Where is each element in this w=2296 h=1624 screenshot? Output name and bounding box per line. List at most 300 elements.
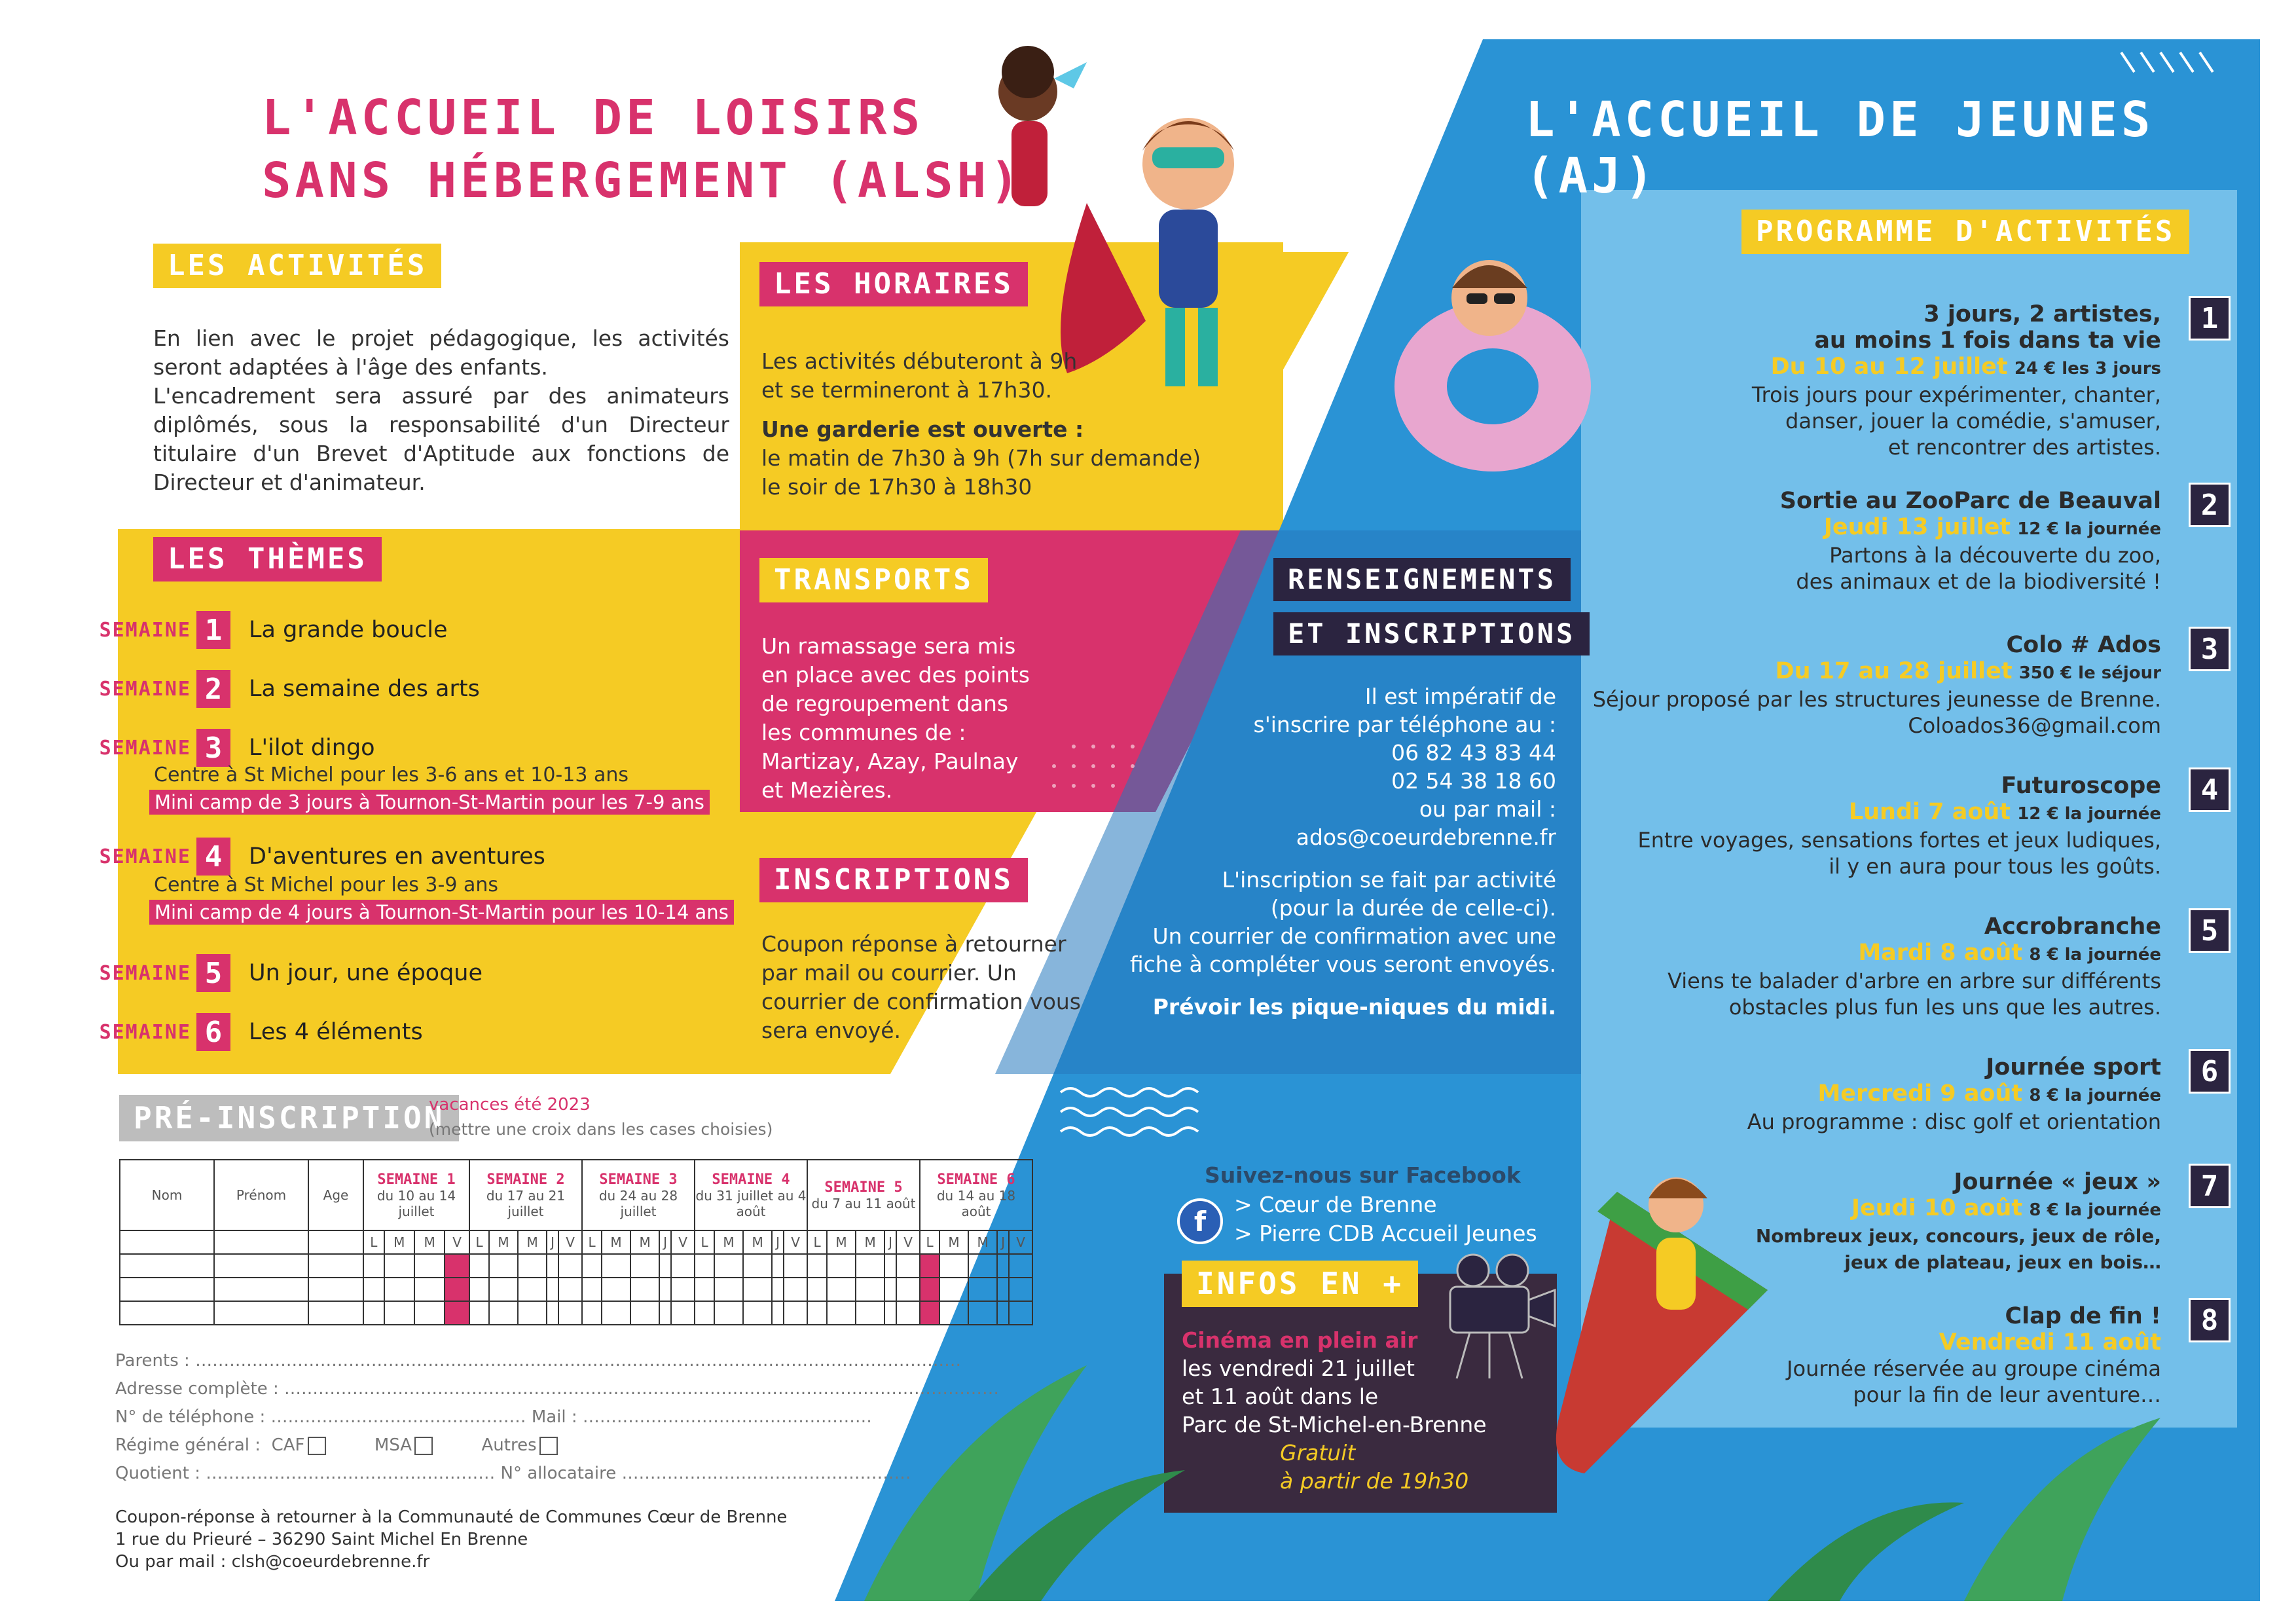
week-dates: du 14 au 18 août: [936, 1187, 1016, 1219]
theme-week-6: [92, 1012, 423, 1052]
programme-desc: Entre voyages, sensations fortes et jeux ludiques,: [1637, 828, 2161, 853]
form-label: Adresse complète :: [115, 1379, 279, 1399]
day-checkbox-cell[interactable]: [772, 1278, 784, 1301]
programme-date: Jeudi 10 août: [1851, 1195, 2023, 1221]
day-checkbox-cell[interactable]: [884, 1278, 896, 1301]
programme-item-5: [1667, 913, 2161, 1020]
programme-price: 24 € les 3 jours: [2014, 359, 2161, 378]
programme-desc: Au programme : disc golf et orientation: [1747, 1109, 2161, 1134]
programme-date: Mercredi 9 août: [1817, 1080, 2023, 1107]
day-letter: M: [414, 1230, 445, 1254]
day-checkbox-cell[interactable]: [997, 1301, 1009, 1325]
day-letter: M: [939, 1230, 968, 1254]
programme-date: Vendredi 11 août: [1939, 1329, 2161, 1356]
infos-line: les vendredi 21 juillet: [1182, 1356, 1415, 1381]
programme-date-line: [1638, 799, 2161, 827]
programme-number-badge: 1: [2189, 296, 2231, 341]
programme-desc: jeux de plateau, jeux en bois…: [1844, 1251, 2161, 1273]
empty-cell: [308, 1230, 363, 1254]
inscriptions-text: Coupon réponse à retourner par mail ou courrier. Un courrier de confirmation vous sera envoyé.: [761, 931, 1081, 1043]
day-checkbox-cell[interactable]: [772, 1301, 784, 1325]
week-word: SEMAINE: [99, 1020, 191, 1044]
form-parents[interactable]: Parents : ………………………………………………………………………………………………………………………: [115, 1351, 962, 1371]
day-checkbox-cell[interactable]: [896, 1301, 920, 1325]
week-number: 1: [196, 611, 230, 649]
day-checkbox-cell[interactable]: [469, 1254, 489, 1278]
programme-title: Journée sport: [1986, 1054, 2161, 1080]
week-number: 3: [196, 729, 230, 767]
day-letter: M: [489, 1230, 518, 1254]
form-label: N° de téléphone :: [115, 1407, 266, 1427]
programme-title: Colo # Ados: [2006, 632, 2161, 658]
entry-cell[interactable]: [308, 1301, 363, 1325]
day-checkbox-cell[interactable]: [445, 1278, 469, 1301]
day-letter: M: [856, 1230, 884, 1254]
programme-item-7: [1756, 1169, 2161, 1276]
programme-number-badge: 3: [2189, 627, 2231, 671]
programme-date-line: [1593, 658, 2161, 686]
entry-cell[interactable]: [214, 1278, 308, 1301]
week-dates: du 7 au 11 août: [811, 1195, 916, 1211]
day-letter: M: [630, 1230, 659, 1254]
programme-item-2: [1780, 488, 2161, 595]
entry-cell[interactable]: [120, 1254, 214, 1278]
day-checkbox-cell[interactable]: [997, 1254, 1009, 1278]
day-checkbox-cell[interactable]: [489, 1254, 518, 1278]
day-checkbox-cell[interactable]: [807, 1278, 827, 1301]
form-adresse[interactable]: Adresse complète : ………………………………………………………………………………………………………………: [115, 1379, 1000, 1399]
form-quotient[interactable]: Quotient : …………………………………………… N° allocataire ……………………………………………: [115, 1464, 911, 1483]
cinema-title: Cinéma en plein air: [1182, 1327, 1418, 1353]
activites-p1: En lien avec le projet pédagogique, les activités seront adaptées à l'âge des enfants.: [153, 325, 729, 380]
programme-desc: des animaux et de la biodiversité !: [1796, 569, 2161, 594]
infos-line: Parc de St-Michel-en-Brenne: [1182, 1412, 1487, 1437]
day-letter: J: [659, 1230, 671, 1254]
day-checkbox-cell[interactable]: [671, 1278, 695, 1301]
day-letter: J: [884, 1230, 896, 1254]
preinscription-vacances: vacances été 2023: [429, 1095, 591, 1115]
programme-item-6: [1747, 1054, 2161, 1135]
programme-item-1: [1752, 301, 2161, 460]
phone-2[interactable]: 02 54 38 18 60: [1391, 768, 1556, 794]
programme-date: Lundi 7 août: [1848, 799, 2011, 825]
autres-label: Autres: [481, 1435, 537, 1455]
col-week-2: [469, 1160, 582, 1230]
transports-heading: TRANSPORTS: [759, 558, 988, 602]
day-checkbox-cell[interactable]: [784, 1254, 807, 1278]
programme-date: Du 10 au 12 juillet: [1770, 354, 2008, 380]
day-checkbox-cell[interactable]: [414, 1254, 445, 1278]
form-label: Régime général :: [115, 1435, 261, 1455]
preinscription-note: (mettre une croix dans les cases choisies): [429, 1120, 773, 1139]
day-checkbox-cell[interactable]: [558, 1254, 582, 1278]
renseignements-line: L'inscription se fait par activité: [1222, 867, 1556, 893]
programme-date-line: [1667, 940, 2161, 968]
programme-title: 3 jours, 2 artistes,: [1923, 301, 2161, 327]
garderie-title: Une garderie est ouverte :: [761, 416, 1084, 442]
day-checkbox-cell[interactable]: [695, 1278, 714, 1301]
day-checkbox-cell[interactable]: [518, 1301, 547, 1325]
programme-desc: et rencontrer des artistes.: [1887, 435, 2161, 460]
day-checkbox-cell[interactable]: [659, 1301, 671, 1325]
email-link[interactable]: ados@coeurdebrenne.fr: [1296, 824, 1556, 850]
week-title: La semaine des arts: [249, 676, 480, 702]
week-title: La grande boucle: [249, 617, 448, 643]
day-checkbox-cell[interactable]: [884, 1301, 896, 1325]
day-letter: M: [743, 1230, 772, 1254]
programme-desc: Journée réservée au groupe cinéma: [1787, 1356, 2161, 1381]
theme-week-3: [92, 728, 375, 767]
activites-text: [153, 324, 729, 497]
entry-cell[interactable]: [120, 1301, 214, 1325]
facebook-links: [1234, 1190, 1537, 1248]
day-checkbox-cell[interactable]: [630, 1301, 659, 1325]
form-regime: [115, 1435, 558, 1455]
phone-1[interactable]: 06 82 43 83 44: [1391, 740, 1556, 766]
infos-line: et 11 août dans le: [1182, 1384, 1379, 1409]
day-letter: L: [920, 1230, 939, 1254]
week-label: SEMAINE 4: [712, 1171, 790, 1188]
day-checkbox-cell[interactable]: [920, 1278, 939, 1301]
table-row[interactable]: [120, 1278, 1032, 1301]
week-number: 2: [196, 670, 230, 708]
day-checkbox-cell[interactable]: [558, 1301, 582, 1325]
preinscription-heading: PRÉ-INSCRIPTION: [119, 1095, 459, 1141]
programme-item-4: [1638, 773, 2161, 879]
week-number: 6: [196, 1013, 230, 1051]
days-row: [120, 1230, 1032, 1254]
entry-cell[interactable]: [308, 1254, 363, 1278]
day-checkbox-cell[interactable]: [363, 1301, 384, 1325]
day-checkbox-cell[interactable]: [807, 1301, 827, 1325]
day-checkbox-cell[interactable]: [714, 1254, 743, 1278]
day-checkbox-cell[interactable]: [469, 1301, 489, 1325]
day-letter: V: [445, 1230, 469, 1254]
week-word: SEMAINE: [99, 618, 191, 642]
activites-p2: L'encadrement sera assuré par des animateurs diplômés, sous la responsabilité d'un Directeur titulaire d'un Brevet d'Aptitude aux fonctions de Directeur et d'animateur.: [153, 383, 729, 495]
day-checkbox-cell[interactable]: [445, 1301, 469, 1325]
renseignements-line: Il est impératif de: [1364, 684, 1556, 709]
day-checkbox-cell[interactable]: [384, 1278, 414, 1301]
week-dates: du 24 au 28 juillet: [598, 1187, 678, 1219]
horaires-line2: et se termineront à 17h30.: [761, 377, 1052, 403]
day-checkbox-cell[interactable]: [1009, 1301, 1032, 1325]
day-letter: J: [772, 1230, 784, 1254]
day-checkbox-cell[interactable]: [558, 1278, 582, 1301]
caf-label: CAF: [271, 1435, 305, 1455]
day-checkbox-cell[interactable]: [772, 1254, 784, 1278]
day-checkbox-cell[interactable]: [602, 1301, 630, 1325]
programme-title: Journée « jeux »: [1954, 1169, 2161, 1195]
day-checkbox-cell[interactable]: [939, 1301, 968, 1325]
piquenique-note: Prévoir les pique-niques du midi.: [1152, 994, 1556, 1020]
day-letter: M: [384, 1230, 414, 1254]
programme-title: Accrobranche: [1984, 913, 2161, 940]
day-letter: M: [968, 1230, 997, 1254]
day-checkbox-cell[interactable]: [1009, 1254, 1032, 1278]
week-title: Un jour, une époque: [249, 960, 483, 986]
programme-date-line: [1780, 514, 2161, 542]
programme-date-line: [1756, 1195, 2161, 1223]
week-3-camp: Mini camp de 3 jours à Tournon-St-Martin pour les 7-9 ans: [149, 790, 710, 815]
programme-price: 12 € la journée: [2017, 519, 2161, 539]
day-checkbox-cell[interactable]: [784, 1278, 807, 1301]
programme-number-badge: 5: [2189, 908, 2231, 953]
day-checkbox-cell[interactable]: [743, 1254, 772, 1278]
programme-date-line: [1747, 1080, 2161, 1109]
programme-desc: Coloados36@gmail.com: [1908, 713, 2161, 738]
programme-desc: Séjour proposé par les structures jeunesse de Brenne.: [1592, 687, 2161, 712]
day-checkbox-cell[interactable]: [671, 1301, 695, 1325]
infos-heading: INFOS EN +: [1182, 1261, 1418, 1307]
day-checkbox-cell[interactable]: [856, 1254, 884, 1278]
programme-number-badge: 2: [2189, 483, 2231, 527]
day-letter: L: [695, 1230, 714, 1254]
theme-week-2: [92, 669, 480, 709]
day-letter: J: [997, 1230, 1009, 1254]
programme-date: Mardi 8 août: [1858, 940, 2023, 966]
alsh-title-line2: SANS HÉBERGEMENT (ALSH): [262, 153, 1023, 209]
day-checkbox-cell[interactable]: [384, 1254, 414, 1278]
day-checkbox-cell[interactable]: [659, 1254, 671, 1278]
day-checkbox-cell[interactable]: [896, 1254, 920, 1278]
entry-cell[interactable]: [214, 1301, 308, 1325]
msa-label: MSA: [374, 1435, 412, 1455]
day-checkbox-cell[interactable]: [363, 1254, 384, 1278]
day-letter: M: [714, 1230, 743, 1254]
week-title: D'aventures en aventures: [249, 843, 545, 870]
form-label: N° allocataire: [500, 1464, 617, 1483]
entry-cell[interactable]: [120, 1278, 214, 1301]
day-checkbox-cell[interactable]: [469, 1278, 489, 1301]
week-label: SEMAINE 3: [599, 1171, 678, 1188]
programme-price: 8 € la journée: [2029, 1086, 2161, 1105]
day-checkbox-cell[interactable]: [489, 1278, 518, 1301]
day-checkbox-cell[interactable]: [827, 1301, 856, 1325]
renseignements-line: (pour la durée de celle-ci).: [1270, 895, 1556, 921]
theme-week-5: [92, 953, 483, 993]
form-label: Mail :: [531, 1407, 577, 1427]
programme-date-line: [1787, 1329, 2161, 1356]
empty-cell: [214, 1230, 308, 1254]
col-prenom: Prénom: [214, 1160, 308, 1230]
day-checkbox-cell[interactable]: [968, 1278, 997, 1301]
day-checkbox-cell[interactable]: [659, 1278, 671, 1301]
day-checkbox-cell[interactable]: [630, 1278, 659, 1301]
preinscription-table: [119, 1159, 1033, 1325]
day-letter: L: [469, 1230, 489, 1254]
day-checkbox-cell[interactable]: [671, 1254, 695, 1278]
programme-date-line: [1752, 354, 2161, 382]
day-checkbox-cell[interactable]: [920, 1254, 939, 1278]
week-label: SEMAINE 2: [486, 1171, 565, 1188]
day-checkbox-cell[interactable]: [968, 1301, 997, 1325]
programme-title: au moins 1 fois dans ta vie: [1814, 327, 2161, 354]
col-week-3: [582, 1160, 695, 1230]
day-checkbox-cell[interactable]: [997, 1278, 1009, 1301]
col-age: Age: [308, 1160, 363, 1230]
horaires-heading: LES HORAIRES: [759, 262, 1028, 306]
form-label: Parents :: [115, 1351, 190, 1371]
day-checkbox-cell[interactable]: [784, 1301, 807, 1325]
week-number: 5: [196, 954, 230, 992]
day-checkbox-cell[interactable]: [363, 1278, 384, 1301]
day-checkbox-cell[interactable]: [968, 1254, 997, 1278]
day-checkbox-cell[interactable]: [807, 1254, 827, 1278]
programme-price: 12 € la journée: [2017, 804, 2161, 824]
renseignements-line: s'inscrire par téléphone au :: [1253, 712, 1556, 737]
week-word: SEMAINE: [99, 845, 191, 868]
programme-heading: PROGRAMME D'ACTIVITÉS: [1741, 210, 2189, 254]
day-checkbox-cell[interactable]: [518, 1254, 547, 1278]
programme-desc: danser, jouer la comédie, s'amuser,: [1785, 409, 2161, 434]
day-letter: J: [547, 1230, 558, 1254]
caf-checkbox[interactable]: [308, 1437, 326, 1455]
autres-checkbox[interactable]: [539, 1437, 558, 1455]
col-week-6: [920, 1160, 1032, 1230]
day-checkbox-cell[interactable]: [489, 1301, 518, 1325]
day-letter: M: [602, 1230, 630, 1254]
day-checkbox-cell[interactable]: [896, 1278, 920, 1301]
coupon-line3: Ou par mail : clsh@coeurdebrenne.fr: [115, 1552, 430, 1572]
week-4-camp: Mini camp de 4 jours à Tournon-St-Martin pour les 10-14 ans: [149, 900, 734, 925]
day-checkbox-cell[interactable]: [884, 1254, 896, 1278]
coupon-address: [115, 1506, 787, 1573]
day-checkbox-cell[interactable]: [939, 1278, 968, 1301]
programme-number-badge: 7: [2189, 1164, 2231, 1208]
day-checkbox-cell[interactable]: [414, 1278, 445, 1301]
week-number: 4: [196, 838, 230, 876]
col-nom: Nom: [120, 1160, 214, 1230]
day-checkbox-cell[interactable]: [582, 1278, 602, 1301]
renseignements-line: fiche à compléter vous seront envoyés.: [1129, 951, 1556, 977]
renseignements-text: [1098, 682, 1556, 1021]
facebook-title: Suivez-nous sur Facebook: [1205, 1162, 1521, 1188]
week-title: Les 4 éléments: [249, 1019, 423, 1045]
day-checkbox-cell[interactable]: [827, 1254, 856, 1278]
day-checkbox-cell[interactable]: [547, 1278, 558, 1301]
garderie-line2: le soir de 17h30 à 18h30: [761, 474, 1032, 500]
week-word: SEMAINE: [99, 677, 191, 701]
col-week-1: [363, 1160, 469, 1230]
day-checkbox-cell[interactable]: [743, 1278, 772, 1301]
facebook-icon[interactable]: f: [1177, 1198, 1223, 1244]
week-label: SEMAINE 5: [824, 1179, 903, 1196]
table-row[interactable]: [120, 1254, 1032, 1278]
programme-desc: obstacles plus fun les uns que les autres.: [1728, 995, 2161, 1020]
day-checkbox-cell[interactable]: [714, 1301, 743, 1325]
day-checkbox-cell[interactable]: [445, 1254, 469, 1278]
day-checkbox-cell[interactable]: [856, 1278, 884, 1301]
day-letter: L: [807, 1230, 827, 1254]
day-letter: M: [827, 1230, 856, 1254]
programme-desc: Trois jours pour expérimenter, chanter,: [1751, 382, 2161, 407]
programme-item-8: [1787, 1303, 2161, 1408]
transports-text: Un ramassage sera mis en place avec des points de regroupement dans les communes de : Martizay, Azay, Paulnay et Mezières.: [761, 633, 1030, 803]
entry-cell[interactable]: [214, 1254, 308, 1278]
col-week-5: [807, 1160, 920, 1230]
day-checkbox-cell[interactable]: [920, 1301, 939, 1325]
day-checkbox-cell[interactable]: [939, 1254, 968, 1278]
day-checkbox-cell[interactable]: [384, 1301, 414, 1325]
renseignements-line: Un courrier de confirmation avec une: [1152, 923, 1556, 949]
week-4-sub: Centre à St Michel pour les 3-9 ans: [154, 874, 498, 896]
form-tel[interactable]: N° de téléphone : ……………………………………… Mail : ……………………………………………: [115, 1407, 872, 1427]
horaires-text: [761, 347, 1259, 502]
renseignements-heading-1: RENSEIGNEMENTS: [1273, 558, 1571, 601]
week-dates: du 31 juillet au 4 août: [695, 1187, 807, 1219]
day-checkbox-cell[interactable]: [856, 1301, 884, 1325]
day-checkbox-cell[interactable]: [582, 1254, 602, 1278]
programme-desc: Partons à la découverte du zoo,: [1829, 543, 2161, 568]
day-checkbox-cell[interactable]: [602, 1278, 630, 1301]
week-title: L'ilot dingo: [249, 735, 375, 761]
day-letter: M: [518, 1230, 547, 1254]
day-checkbox-cell[interactable]: [1009, 1278, 1032, 1301]
day-checkbox-cell[interactable]: [714, 1278, 743, 1301]
day-checkbox-cell[interactable]: [602, 1254, 630, 1278]
day-checkbox-cell[interactable]: [695, 1301, 714, 1325]
table-row[interactable]: [120, 1301, 1032, 1325]
day-checkbox-cell[interactable]: [695, 1254, 714, 1278]
programme-number-badge: 4: [2189, 767, 2231, 812]
programme-date: Jeudi 13 juillet: [1823, 514, 2011, 540]
week-word: SEMAINE: [99, 736, 191, 760]
infos-gratuit: Gratuit: [1280, 1440, 1356, 1466]
theme-week-4: [92, 837, 545, 876]
programme-desc: pour la fin de leur aventure…: [1853, 1382, 2161, 1407]
programme-desc: Nombreux jeux, concours, jeux de rôle,: [1755, 1225, 2161, 1247]
coupon-line2: 1 rue du Prieuré – 36290 Saint Michel En Brenne: [115, 1530, 528, 1549]
programme-title: Clap de fin !: [2005, 1303, 2161, 1329]
programme-price: 8 € la journée: [2029, 1200, 2161, 1220]
day-letter: V: [671, 1230, 695, 1254]
facebook-link-2[interactable]: > Pierre CDB Accueil Jeunes: [1234, 1221, 1537, 1246]
programme-desc: il y en aura pour tous les goûts.: [1829, 854, 2161, 879]
coupon-line1: Coupon-réponse à retourner à la Communauté de Communes Cœur de Brenne: [115, 1507, 788, 1527]
alsh-title-line1: L'ACCUEIL DE LOISIRS: [262, 90, 924, 146]
programme-date: Du 17 au 28 juillet: [1775, 658, 2013, 684]
week-label: SEMAINE 1: [377, 1171, 456, 1188]
facebook-link-1[interactable]: > Cœur de Brenne: [1234, 1192, 1437, 1217]
day-letter: V: [784, 1230, 807, 1254]
week-dates: du 17 au 21 juillet: [486, 1187, 566, 1219]
form-label: Quotient :: [115, 1464, 200, 1483]
day-checkbox-cell[interactable]: [630, 1254, 659, 1278]
day-checkbox-cell[interactable]: [827, 1278, 856, 1301]
renseignements-heading-2: ET INSCRIPTIONS: [1273, 612, 1590, 655]
infos-heure: à partir de 19h30: [1280, 1468, 1469, 1494]
day-checkbox-cell[interactable]: [518, 1278, 547, 1301]
day-checkbox-cell[interactable]: [743, 1301, 772, 1325]
entry-cell[interactable]: [308, 1278, 363, 1301]
programme-number-badge: 8: [2189, 1298, 2231, 1342]
msa-checkbox[interactable]: [414, 1437, 433, 1455]
day-checkbox-cell[interactable]: [547, 1301, 558, 1325]
programme-number-badge: 6: [2189, 1049, 2231, 1094]
themes-heading: LES THÈMES: [153, 537, 382, 581]
week-dates: du 10 au 14 juillet: [376, 1187, 456, 1219]
col-week-4: [695, 1160, 807, 1230]
programme-desc: Viens te balader d'arbre en arbre sur différents: [1667, 969, 2161, 993]
programme-price: 8 € la journée: [2029, 945, 2161, 965]
day-checkbox-cell[interactable]: [547, 1254, 558, 1278]
programme-title: Sortie au ZooParc de Beauval: [1779, 488, 2161, 514]
horaires-line1: Les activités débuteront à 9h: [761, 348, 1078, 374]
day-checkbox-cell[interactable]: [414, 1301, 445, 1325]
day-checkbox-cell[interactable]: [582, 1301, 602, 1325]
alsh-title: [262, 86, 1023, 212]
